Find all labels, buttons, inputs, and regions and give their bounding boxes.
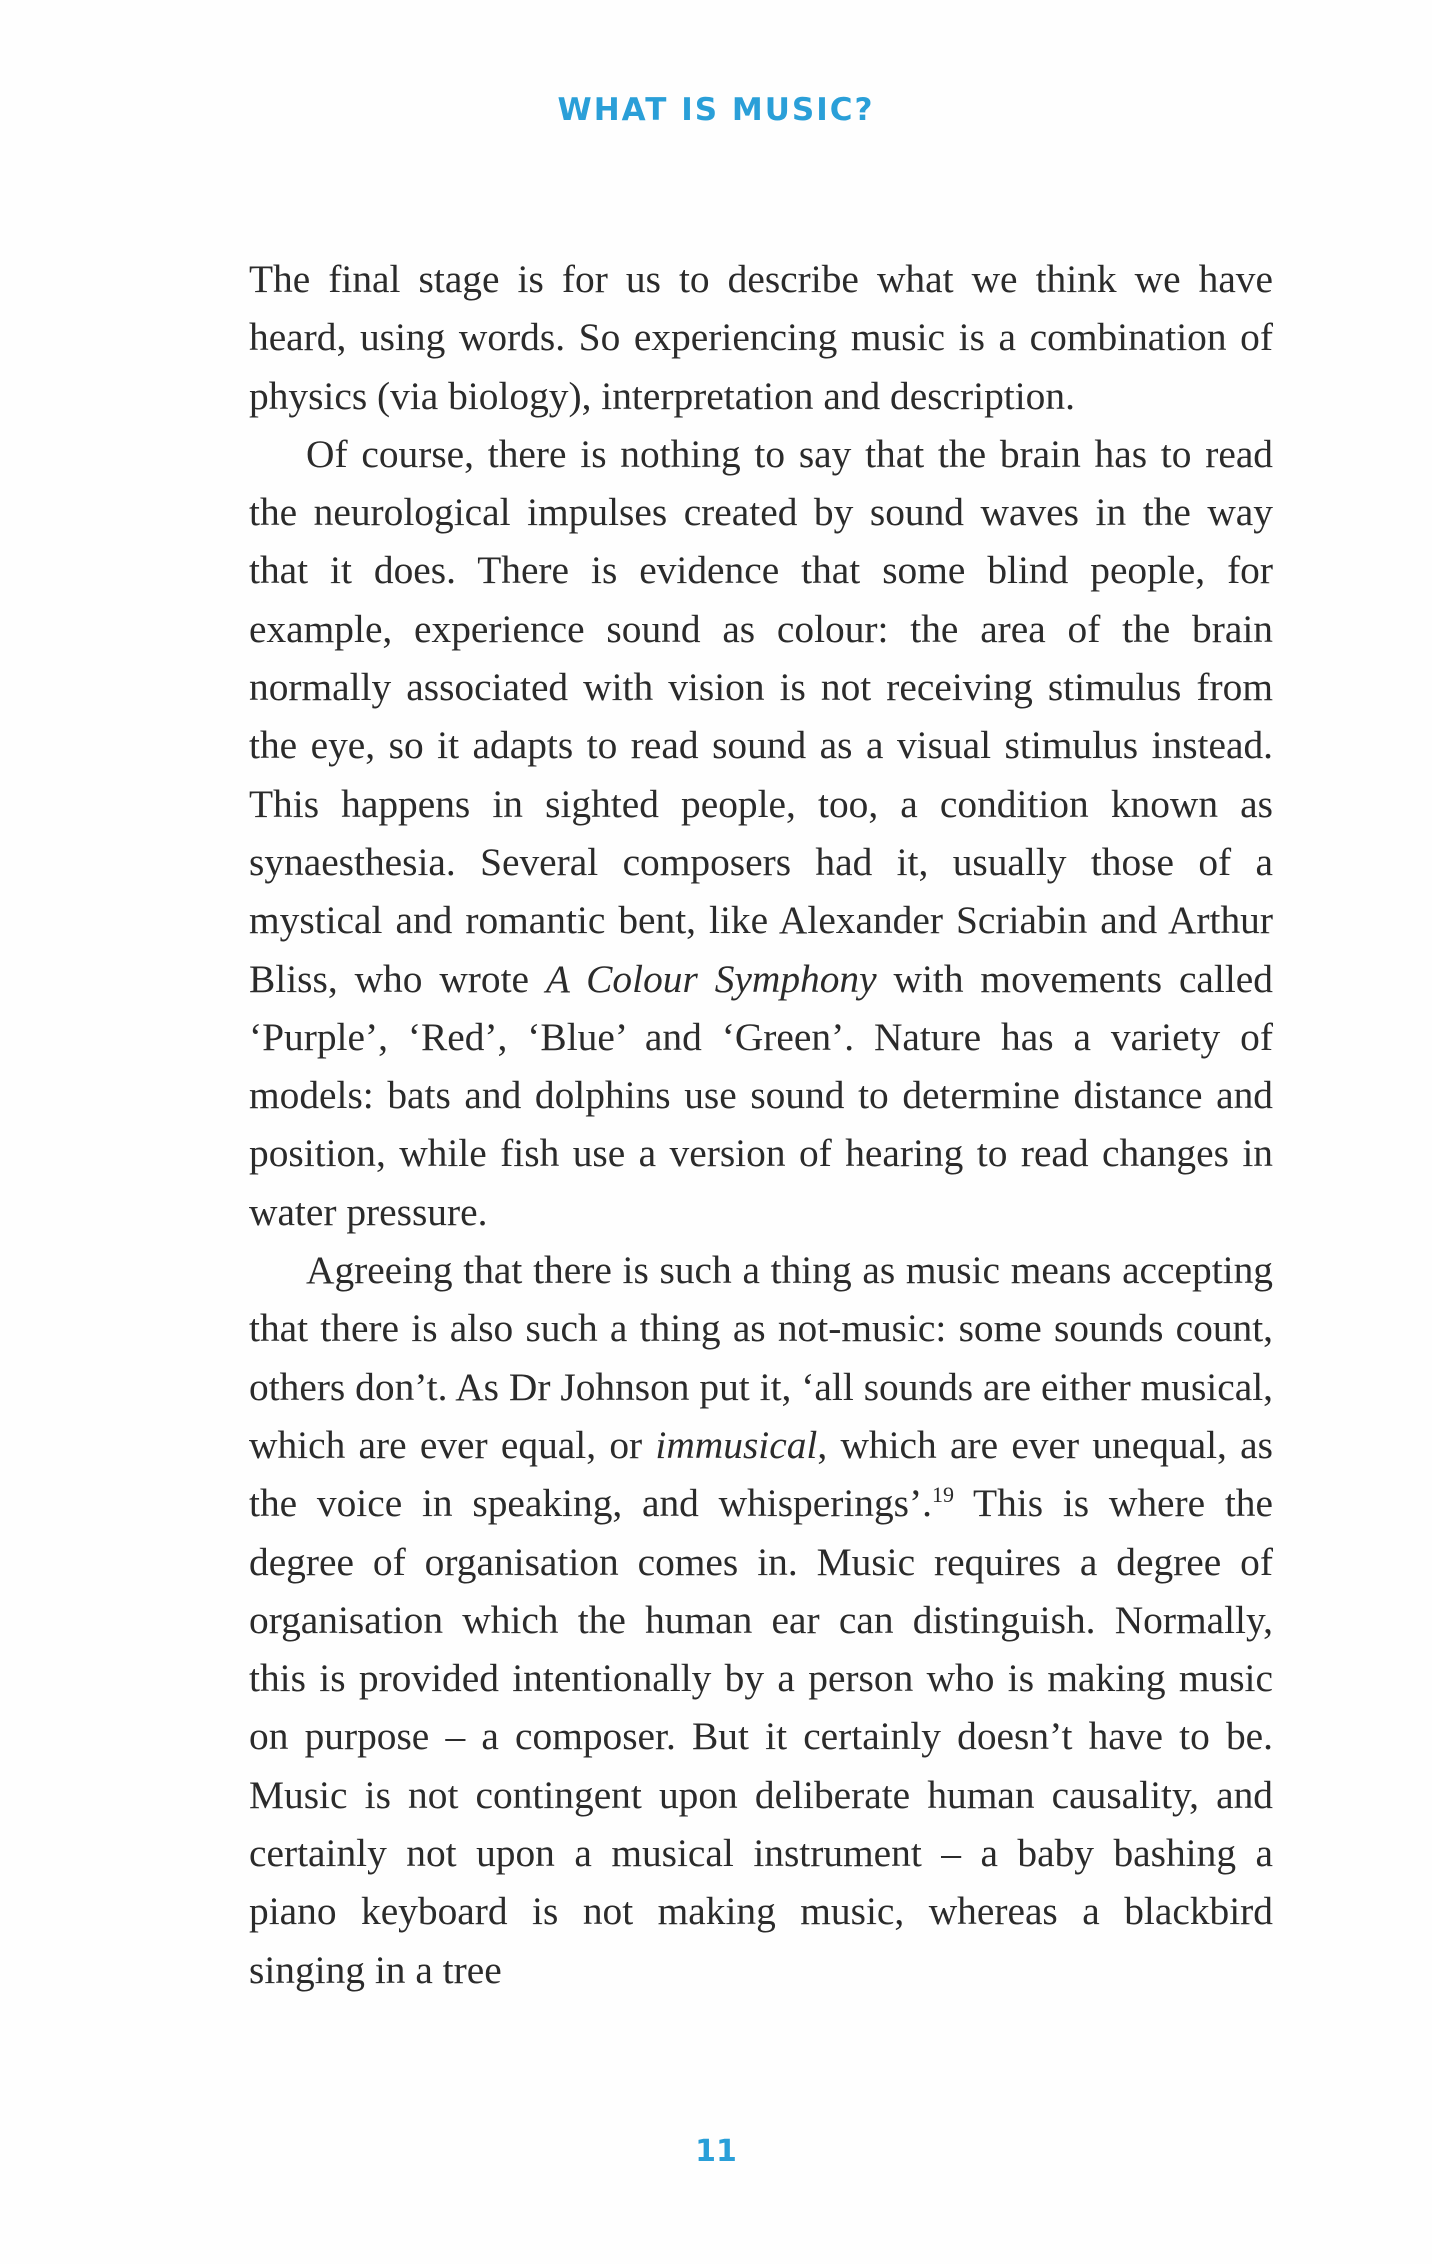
paragraph-3: [249, 1241, 1273, 1999]
paragraph-3-text-end: This is where the degree of organisation comes in. Music requires a degree of organisation which the human ear can distinguish. Normally, this is provided intentionally by a person who is making music on purpose – a composer. But it certainly doesn’t have to be. Music is not contingent upon deliberate human causality, and certainly not upon a musical instrument – a baby bashing a piano keyboard is not making music, whereas a blackbird singing in a tree: [249, 1481, 1273, 1992]
body-text: [249, 250, 1273, 1999]
paragraph-3-text-continued: , which are ever unequal, as the voice in speaking, and whisperings’.: [249, 1422, 1273, 1526]
paragraph-2-text: Of course, there is nothing to say that the brain has to read the neurological impulses created by sound waves in the way that it does. There is evidence that some blind people, for example, experience sound as colour: the area of the brain normally associated with vision is not receiving stimulus from the eye, so it adapts to read sound as a visual stimulus instead. This happens in sighted people, too, a condition known as synaesthesia. Several composers had it, usually those of a mystical and romantic bent, like Alexander Scriabin and Arthur Bliss, who wrote: [249, 431, 1273, 1001]
paragraph-2-text-continued: with movements called ‘Purple’, ‘Red’, ‘Blue’ and ‘Green’. Nature has a variety of models: bats and dolphins use sound to determine distance and position, while fish use a version of hearing to read changes in water pressure.: [249, 956, 1273, 1234]
book-title-a-colour-symphony: A Colour Symphony: [545, 956, 877, 1001]
page-number: 11: [695, 2134, 737, 2169]
paragraph-1: [249, 250, 1273, 425]
paragraph-2: [249, 425, 1273, 1241]
paragraph-1-text: The final stage is for us to describe what we think we have heard, using words. So experiencing music is a combination of physics (via biology), interpretation and description.: [249, 257, 1273, 418]
running-head: WHAT IS MUSIC?: [557, 92, 875, 128]
footnote-reference[interactable]: 19: [931, 1482, 954, 1508]
paragraph-3-text: Agreeing that there is such a thing as music means accepting that there is also such a thing as not-music: some sounds count, others don’t. As Dr Johnson put it, ‘all sounds are either musical, which are ever equal, or: [249, 1248, 1273, 1467]
italic-immusical: immusical: [655, 1422, 818, 1467]
